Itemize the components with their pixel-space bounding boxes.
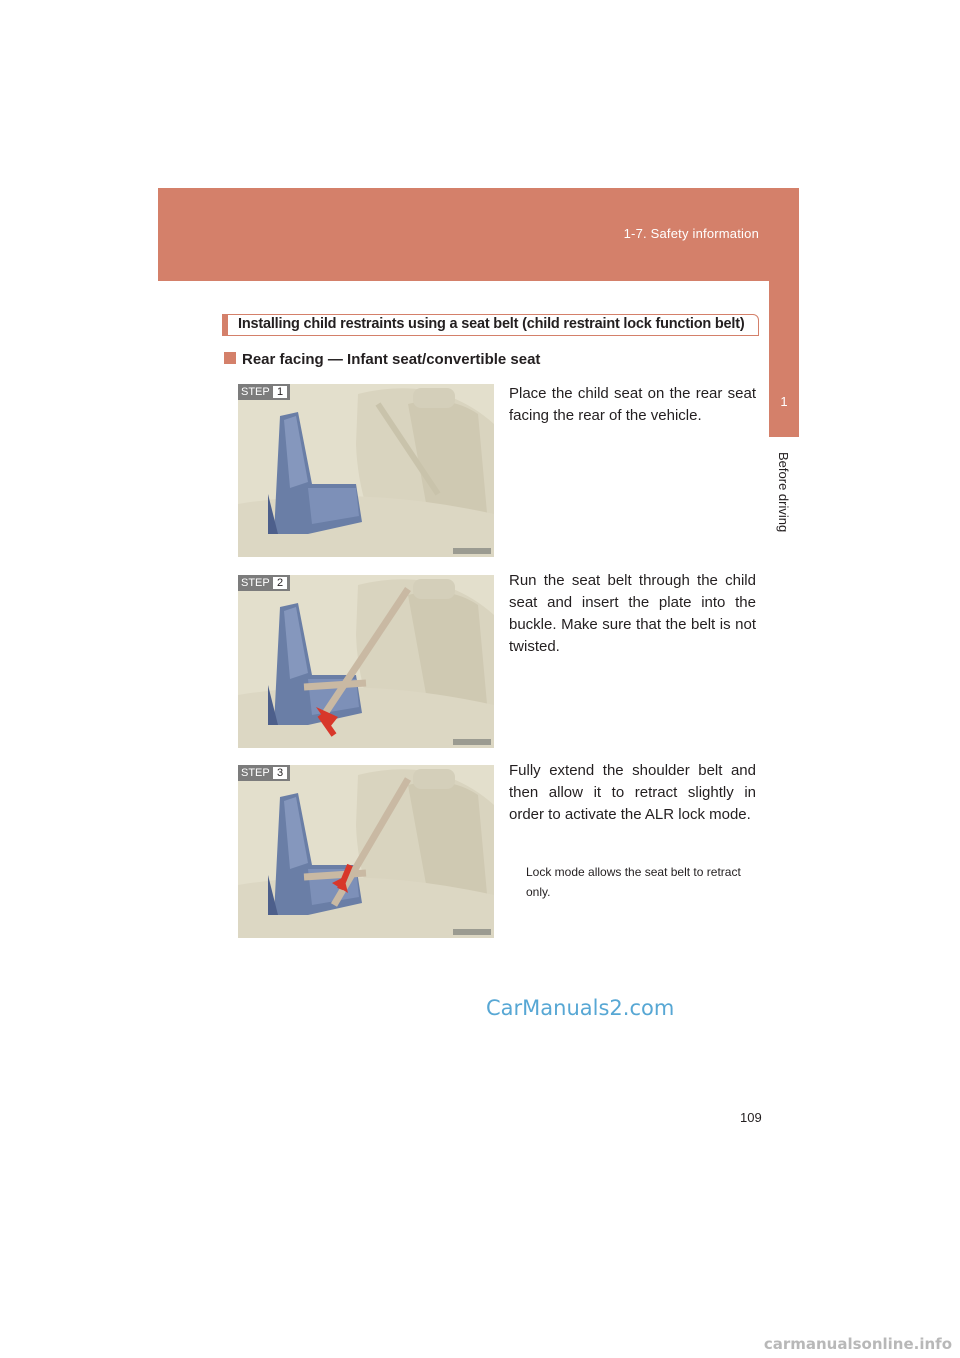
step-word: STEP <box>241 577 270 589</box>
section-header: 1-7. Safety information <box>623 226 759 241</box>
step-word: STEP <box>241 767 270 779</box>
step-3-illustration <box>238 765 494 938</box>
chapter-tab <box>769 281 799 437</box>
chapter-label: Before driving <box>776 452 791 533</box>
illustration-code <box>453 548 491 554</box>
square-bullet-icon <box>224 352 236 364</box>
watermark[interactable]: CarManuals2.com <box>486 996 675 1020</box>
step-2-text: Run the seat belt through the child seat and insert the plate into the buckle. Make sure that the belt is not twisted. <box>509 572 756 655</box>
header-band <box>158 188 799 281</box>
step-number: 2 <box>273 577 287 589</box>
step-number: 1 <box>273 386 287 398</box>
section-title-bar <box>222 314 759 336</box>
rear-seat-illustration <box>238 575 494 748</box>
step-badge <box>238 765 290 781</box>
illustration-code <box>453 739 491 745</box>
subheading-text: Rear facing — Infant seat/convertible seat <box>242 351 541 368</box>
step-number: 3 <box>273 767 287 779</box>
step-badge <box>238 575 290 591</box>
illustration-code <box>453 929 491 935</box>
step-3-text: Fully extend the shoulder belt and then allow it to retract slightly in order to activate the ALR lock mode. <box>509 762 756 823</box>
page-number: 109 <box>740 1110 762 1125</box>
step-word: STEP <box>241 386 270 398</box>
step-badge <box>238 384 290 400</box>
step-1-illustration <box>238 384 494 557</box>
rear-seat-illustration <box>238 765 494 938</box>
section-title: Installing child restraints using a seat belt (child restraint lock function belt) <box>238 316 745 332</box>
step-3-note: Lock mode allows the seat belt to retract only. <box>526 865 741 899</box>
step-2-illustration <box>238 575 494 748</box>
subheading <box>224 351 540 368</box>
rear-seat-illustration <box>238 384 494 557</box>
step-1-text: Place the child seat on the rear seat facing the rear of the vehicle. <box>509 385 756 424</box>
footer-url[interactable]: carmanualsonline.info <box>763 1335 952 1353</box>
chapter-number: 1 <box>780 394 788 409</box>
